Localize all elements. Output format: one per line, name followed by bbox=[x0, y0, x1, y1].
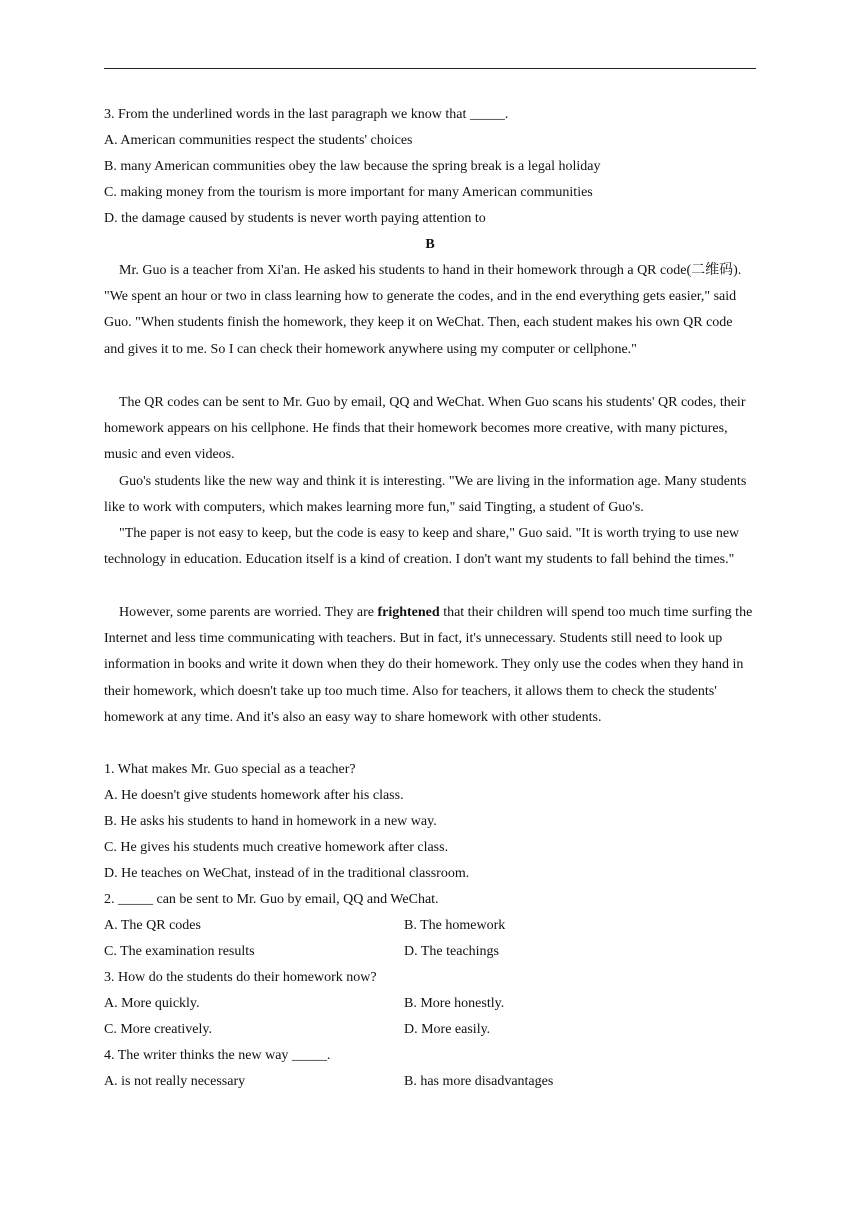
options-row bbox=[104, 1017, 756, 1043]
answer-option: A. The QR codes bbox=[104, 918, 201, 933]
passage-paragraph: Mr. Guo is a teacher from Xi'an. He asked his students to hand in their homework through a QR code(二维码). "We spent an hour or two in class learning how to generate the codes, and in the end everything gets easier," said Guo. "When students finish the homework, they keep it on WeChat. Then, each student makes his own QR code and gives it to me. So I can check their homework anywhere using my computer or cellphone." bbox=[104, 263, 742, 357]
question-stem: 3. From the underlined words in the last paragraph we know that _____. bbox=[104, 107, 509, 122]
question-stem: 3. How do the students do their homework now? bbox=[104, 970, 377, 985]
answer-option: D. The teachings bbox=[404, 944, 499, 959]
section-heading: B bbox=[425, 237, 435, 252]
answer-option: B. The homework bbox=[404, 918, 506, 933]
answer-option: A. American communities respect the students' choices bbox=[104, 133, 413, 148]
answer-option: A. is not really necessary bbox=[104, 1074, 246, 1089]
question-stem: 2. _____ can be sent to Mr. Guo by email, QQ and WeChat. bbox=[104, 892, 439, 907]
options-row bbox=[104, 913, 756, 939]
question-stem: 4. The writer thinks the new way _____. bbox=[104, 1048, 331, 1063]
answer-option: C. making money from the tourism is more important for many American communities bbox=[104, 185, 593, 200]
answer-option: B. has more disadvantages bbox=[404, 1074, 554, 1089]
options-row bbox=[104, 991, 756, 1017]
answer-option: B. many American communities obey the law because the spring break is a legal holiday bbox=[104, 159, 601, 174]
answer-option: A. More quickly. bbox=[104, 996, 200, 1011]
answer-option: C. The examination results bbox=[104, 944, 255, 959]
passage-paragraph: The QR codes can be sent to Mr. Guo by email, QQ and WeChat. When Guo scans his students' QR codes, their homework appears on his cellphone. He finds that their homework becomes more creative, with many pictures, music and even videos. bbox=[104, 395, 746, 463]
bold-word: frightened bbox=[377, 605, 440, 620]
paragraph-text: that their children will spend too much time surfing the Internet and less time communicating with teachers. But in fact, it's unnecessary. Students still need to look up information in books and write it down when they do their homework. They only use the codes when they hand in their homework, which doesn't take up too much time. Also for teachers, it allows them to check the students' homework at any time. And it's also an easy way to share homework with other students. bbox=[104, 605, 753, 725]
document-body bbox=[104, 102, 756, 1095]
answer-option: C. He gives his students much creative homework after class. bbox=[104, 840, 449, 855]
answer-option: B. He asks his students to hand in homework in a new way. bbox=[104, 814, 437, 829]
passage-paragraph: "The paper is not easy to keep, but the code is easy to keep and share," Guo said. "It is worth trying to use new technology in education. Education itself is a kind of creation. I don't want my students to fall behind the times." bbox=[104, 526, 740, 568]
answer-option: C. More creatively. bbox=[104, 1022, 212, 1037]
answer-option: D. the damage caused by students is never worth paying attention to bbox=[104, 211, 486, 226]
question-stem: 1. What makes Mr. Guo special as a teacher? bbox=[104, 762, 356, 777]
paragraph-text: However, some parents are worried. They are bbox=[119, 605, 378, 620]
options-row bbox=[104, 1069, 756, 1095]
answer-option: D. He teaches on WeChat, instead of in the traditional classroom. bbox=[104, 866, 470, 881]
answer-option: D. More easily. bbox=[404, 1022, 491, 1037]
answer-option: A. He doesn't give students homework after his class. bbox=[104, 788, 404, 803]
passage-paragraph: Guo's students like the new way and think it is interesting. "We are living in the information age. Many students like to work with computers, which makes learning more fun," said Tingting, a student of Guo's. bbox=[104, 474, 747, 516]
answer-option: B. More honestly. bbox=[404, 996, 505, 1011]
options-row bbox=[104, 939, 756, 965]
header-rule bbox=[104, 68, 756, 69]
passage-paragraph bbox=[104, 600, 756, 757]
